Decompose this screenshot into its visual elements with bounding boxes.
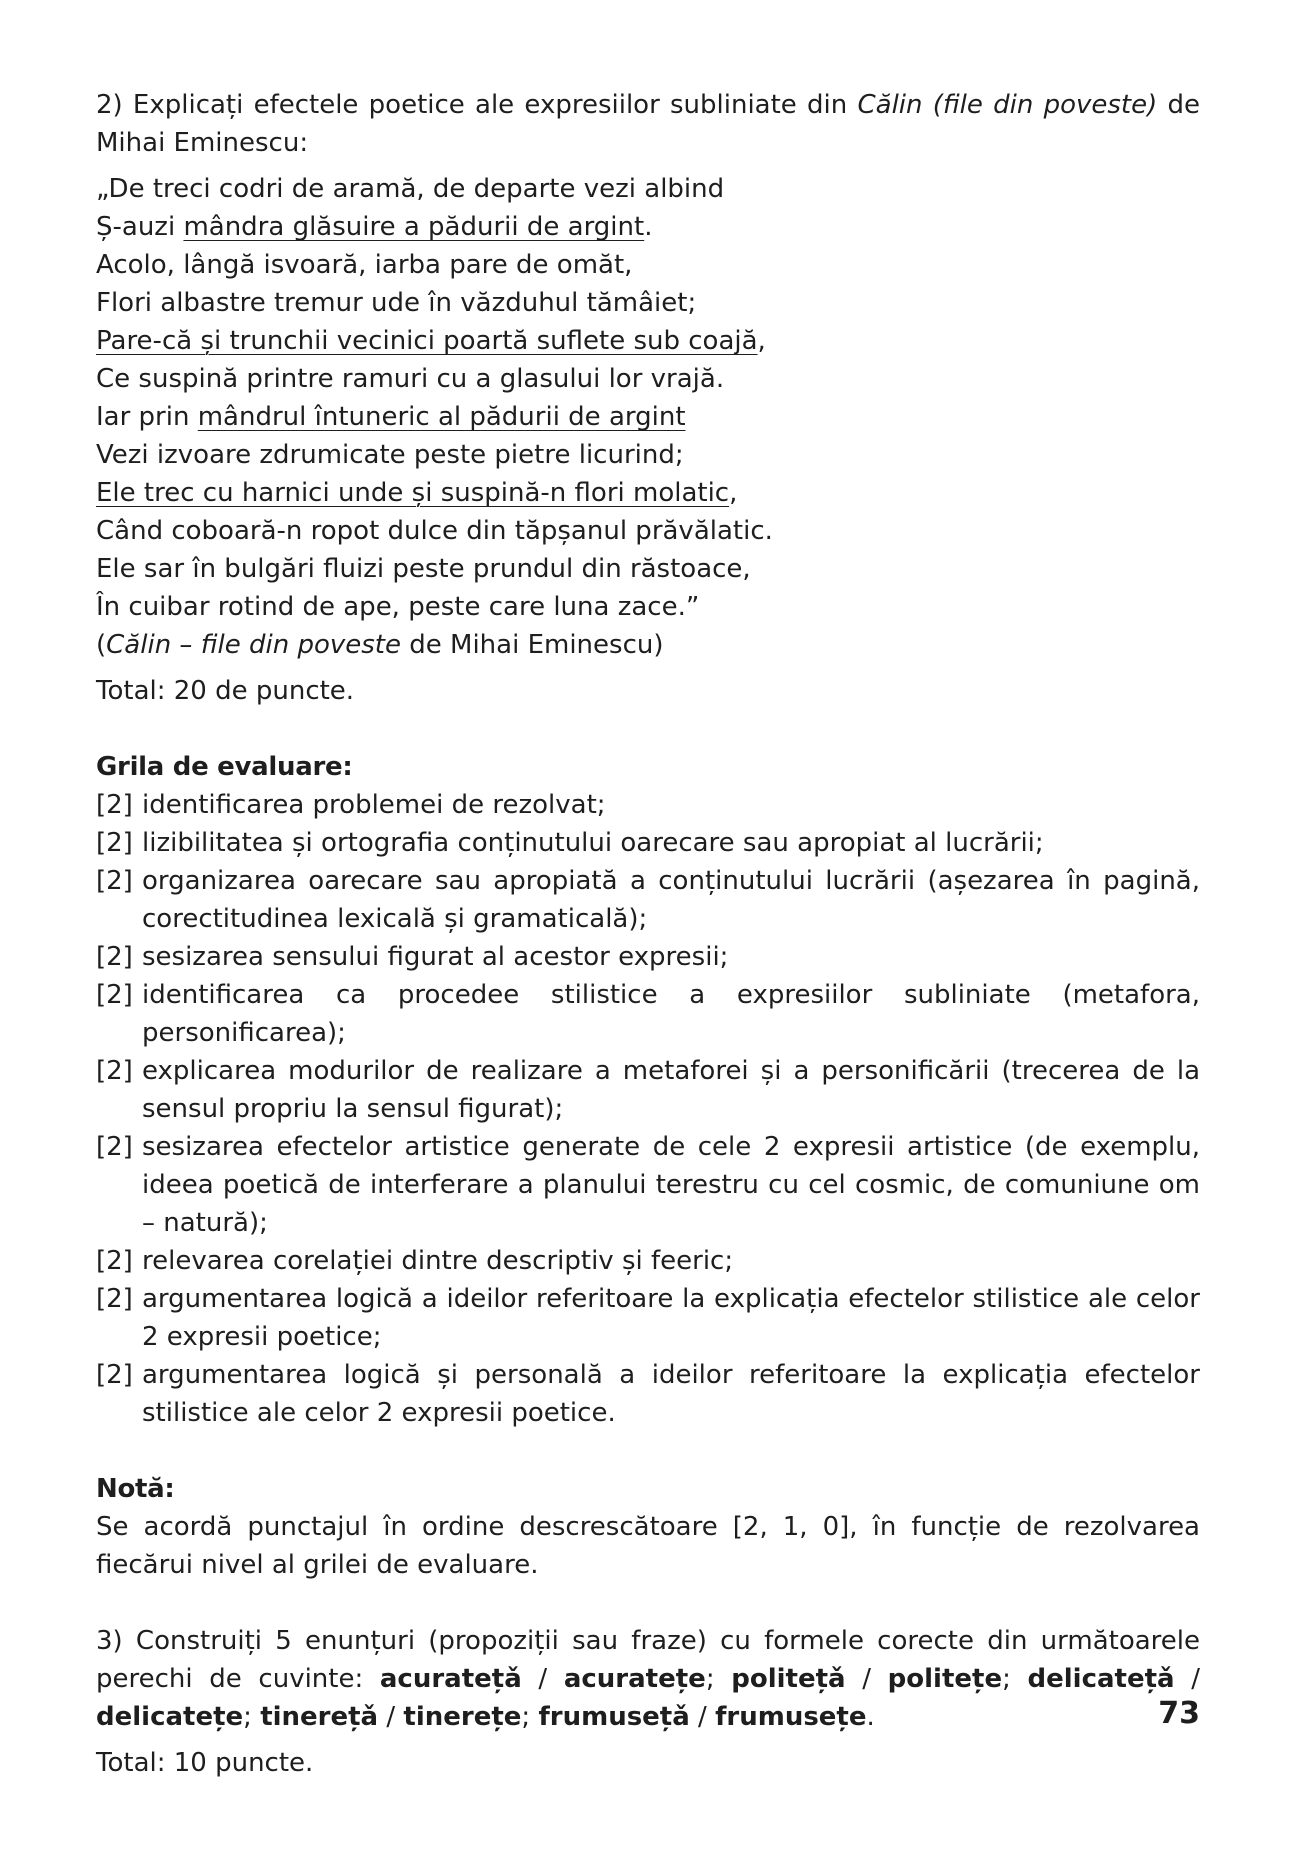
note-text: Se acordă punctajul în ordine descrescătoare [2, 1, 0], în funcție de rezolvarea fiecărui nivel al grilei de evaluare. bbox=[96, 1512, 1200, 1580]
grading-item-text: sesizarea efectelor artistice generate de cele 2 expresii artistice (de exemplu, ideea poetică de interferare a planului terestru cu cel cosmic, de comuniune om – natură); bbox=[142, 1132, 1200, 1238]
poem-line: Flori albastre tremur ude în văzduhul tămâiet; bbox=[96, 288, 697, 318]
grading-item-points: [2] bbox=[96, 828, 133, 858]
poem-excerpt bbox=[96, 170, 1200, 664]
underlined-expression: mândrul întuneric al pădurii de argint bbox=[197, 402, 686, 432]
underlined-expression: Ele trec cu harnici unde și suspină-n flori molatic bbox=[96, 478, 730, 508]
grading-grid-list bbox=[96, 786, 1200, 1432]
question-3-prompt: 3) Construiți 5 enunțuri (propoziții sau fraze) cu formele corecte din următoarele perechi de cuvinte: acuratețǎ / acuratețe; politețǎ / politețe; delicatețǎ / delicatețe; tinerețǎ / tinerețe; frumusețǎ / frumusețe. bbox=[96, 1626, 1200, 1732]
grading-item-points: [2] bbox=[96, 866, 133, 896]
grading-item-points: [2] bbox=[96, 942, 133, 972]
grading-item bbox=[96, 1052, 1200, 1128]
grading-item-points: [2] bbox=[96, 1132, 133, 1162]
word-option: acuratețe bbox=[563, 1664, 706, 1694]
grading-item-text: lizibilitatea și ortografia conținutului oarecare sau apropiat al lucrării; bbox=[142, 828, 1044, 858]
grading-item bbox=[96, 976, 1200, 1052]
question-2-total: Total: 20 de puncte. bbox=[96, 676, 355, 706]
grading-item bbox=[96, 786, 1200, 824]
poem-line: Ș-auzi mândra glăsuire a pădurii de argint. bbox=[96, 212, 653, 242]
question-2-prompt-pre: 2) Explicați efectele poetice ale expresiilor subliniate din bbox=[96, 90, 858, 120]
word-option: tinerețǎ bbox=[260, 1702, 379, 1732]
underlined-expression: mândra glăsuire a pădurii de argint bbox=[183, 212, 645, 242]
grading-item-points: [2] bbox=[96, 1246, 133, 1276]
question-2-prompt bbox=[96, 86, 1200, 162]
word-option: frumusețe bbox=[715, 1702, 867, 1732]
grading-grid-heading: Grila de evaluare: bbox=[96, 752, 353, 782]
question-3-total: Total: 10 puncte. bbox=[96, 1748, 314, 1778]
poem-source: (Călin – file din poveste de Mihai Eminescu) bbox=[96, 630, 664, 660]
question-3-intro: 3) Construiți 5 enunțuri (propoziții sau fraze) cu formele corecte din următoarele perechi de cuvinte: bbox=[96, 1626, 1200, 1694]
word-option: politețe bbox=[887, 1664, 1003, 1694]
note-heading: Notă: bbox=[96, 1474, 175, 1504]
underlined-expression: Pare-că și trunchii vecinici poartă suflete sub coajă bbox=[96, 326, 758, 356]
grading-item-points: [2] bbox=[96, 790, 133, 820]
grading-item-points: [2] bbox=[96, 980, 133, 1010]
poem-source-title: Călin – file din poveste bbox=[106, 630, 401, 660]
poem-line: Vezi izvoare zdrumicate peste pietre licurind; bbox=[96, 440, 684, 470]
grading-item-text: sesizarea sensului figurat al acestor expresii; bbox=[142, 942, 729, 972]
grading-item bbox=[96, 1128, 1200, 1242]
grading-item bbox=[96, 824, 1200, 862]
question-2-work-title: Călin (file din poveste) bbox=[857, 90, 1158, 120]
grading-item bbox=[96, 1242, 1200, 1280]
grading-item bbox=[96, 1356, 1200, 1432]
grading-item-text: argumentarea logică și personală a ideilor referitoare la explicația efectelor stilistice ale celor 2 expresii poetice. bbox=[142, 1360, 1200, 1428]
poem-line: Acolo, lângă isvoară, iarba pare de omăt, bbox=[96, 250, 633, 280]
poem-line: În cuibar rotind de ape, peste care luna zace.” bbox=[96, 592, 700, 622]
page-number: 73 bbox=[1158, 1696, 1200, 1731]
poem-line: „De treci codri de aramă, de departe vezi albind bbox=[96, 174, 725, 204]
grading-item-text: identificarea ca procedee stilistice a expresiilor subliniate (metafora, personificarea); bbox=[142, 980, 1200, 1048]
poem-line: Iar prin mândrul întuneric al pădurii de argint bbox=[96, 402, 686, 432]
grading-item bbox=[96, 938, 1200, 976]
grading-item bbox=[96, 1280, 1200, 1356]
word-option: delicatețǎ bbox=[1027, 1664, 1175, 1694]
question-2-prompt-post: de Mihai Eminescu: bbox=[96, 90, 1200, 158]
grading-item-text: argumentarea logică a ideilor referitoare la explicația efectelor stilistice ale celor 2 expresii poetice; bbox=[142, 1284, 1200, 1352]
word-option: politețǎ bbox=[731, 1664, 846, 1694]
poem-line: Când coboară-n ropot dulce din tăpșanul prăvălatic. bbox=[96, 516, 773, 546]
grading-item-points: [2] bbox=[96, 1284, 133, 1314]
grading-item bbox=[96, 862, 1200, 938]
grading-item-points: [2] bbox=[96, 1360, 133, 1390]
word-option: acuratețǎ bbox=[379, 1664, 522, 1694]
poem-line: Ele sar în bulgări fluizi peste prundul din răstoace, bbox=[96, 554, 751, 584]
page-content bbox=[96, 86, 1200, 1782]
word-option: frumusețǎ bbox=[538, 1702, 690, 1732]
poem-line: Ce suspină printre ramuri cu a glasului lor vrajă. bbox=[96, 364, 725, 394]
word-option: tinerețe bbox=[403, 1702, 522, 1732]
grading-item-text: identificarea problemei de rezolvat; bbox=[142, 790, 606, 820]
grading-item-text: explicarea modurilor de realizare a metaforei și a personificării (trecerea de la sensul propriu la sensul figurat); bbox=[142, 1056, 1200, 1124]
word-option: delicatețe bbox=[96, 1702, 244, 1732]
grading-item-text: relevarea corelației dintre descriptiv și feeric; bbox=[142, 1246, 734, 1276]
poem-line: Pare-că și trunchii vecinici poartă suflete sub coajă, bbox=[96, 326, 766, 356]
poem-line: Ele trec cu harnici unde și suspină-n flori molatic, bbox=[96, 478, 738, 508]
grading-item-text: organizarea oarecare sau apropiată a conținutului lucrării (așezarea în pagină, corectitudinea lexicală și gramaticală); bbox=[142, 866, 1200, 934]
grading-item-points: [2] bbox=[96, 1056, 133, 1086]
